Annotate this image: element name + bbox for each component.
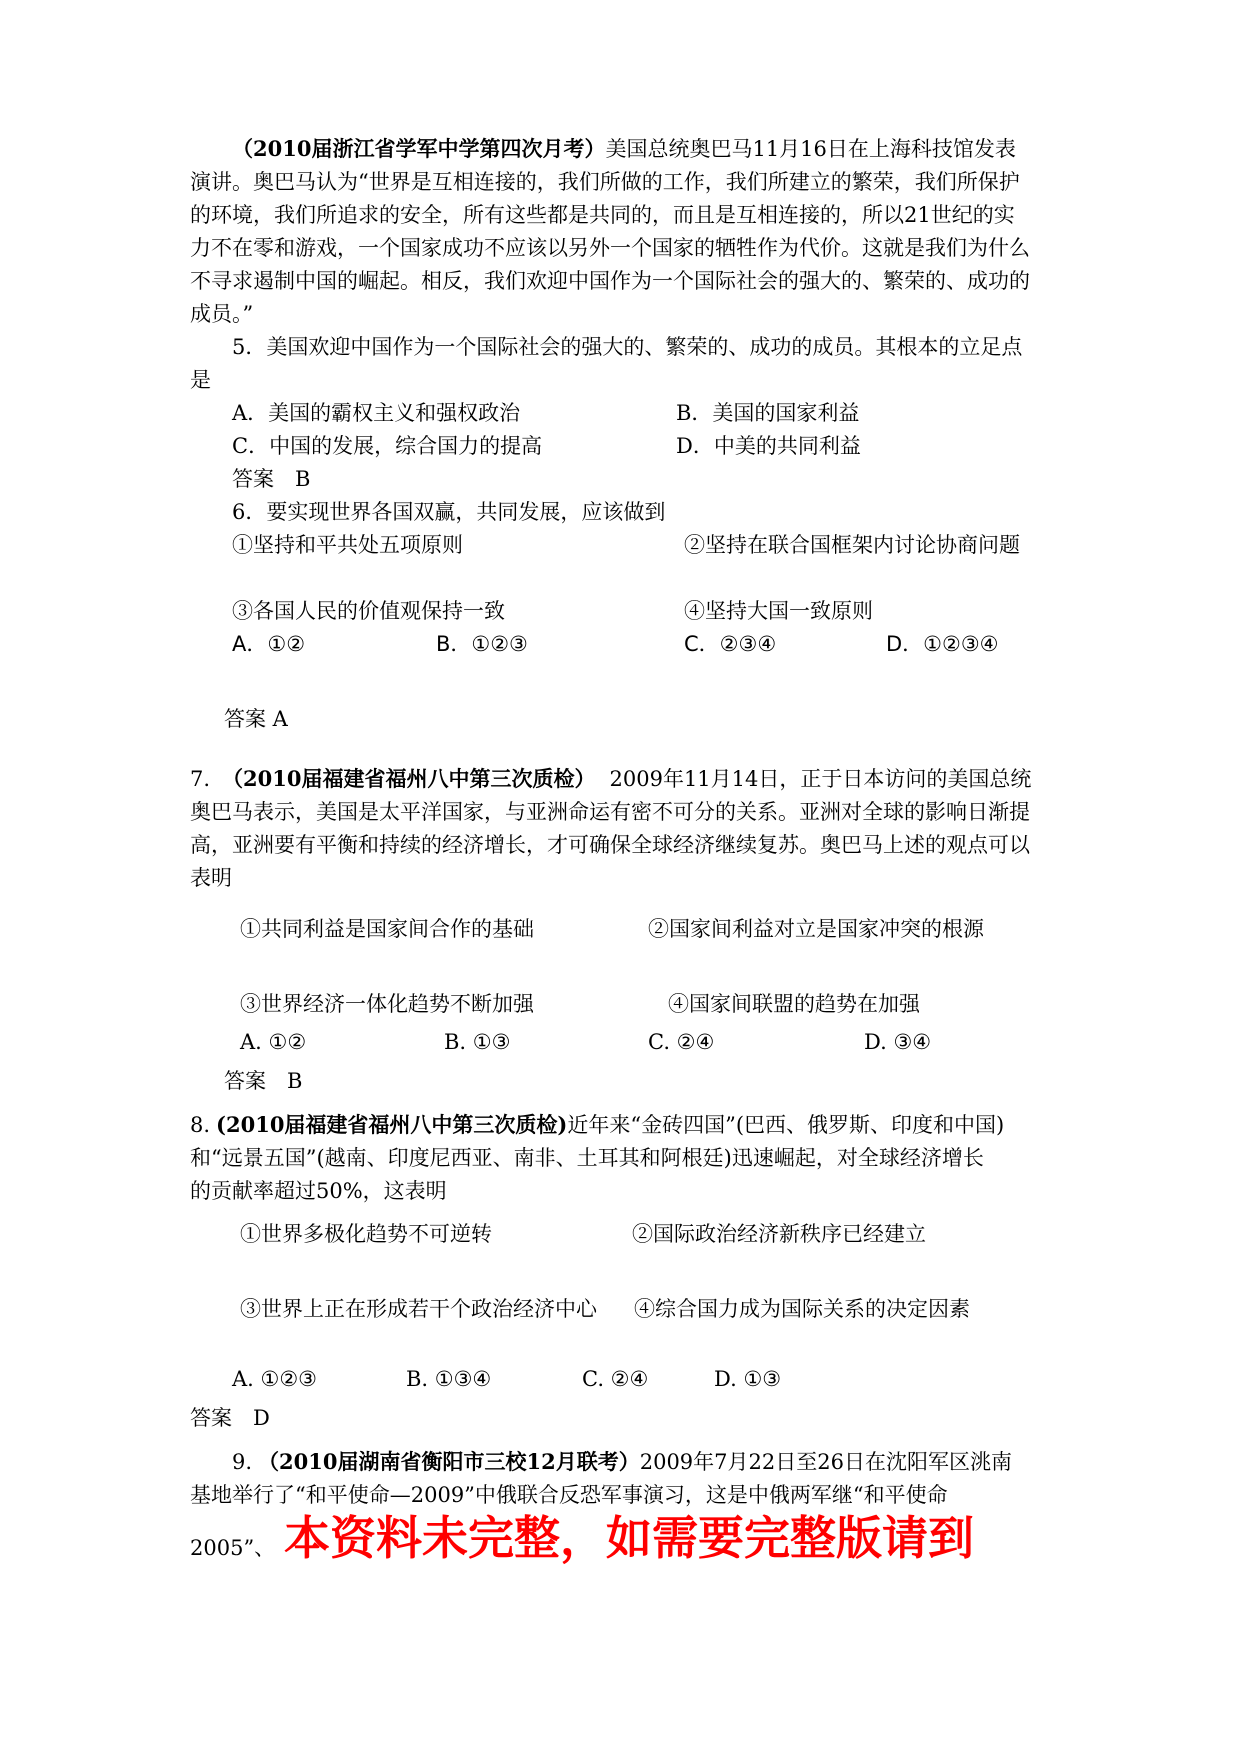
q6-item-1: ①坚持和平共处五项原则 [232,533,463,557]
q8-source: (2010届福建省福州八中第三次质检) [216,1112,568,1137]
q5-option-c: C．中国的发展，综合国力的提高 [232,434,543,458]
q5-answer: 答案 B [232,467,311,491]
q4-line: 力不在零和游戏，一个国家成功不应该以另外一个国家的牺牲作为代价。这就是我们为什么 [190,236,1030,260]
q6-option-c: C．②③④ [684,632,777,656]
q7-item-4: ④国家间联盟的趋势在加强 [668,992,920,1016]
q9-line: 基地举行了“和平使命—2009”中俄联合反恐军事演习，这是中俄两军继“和平使命 [190,1483,948,1507]
q5-option-a: A．美国的霸权主义和强权政治 [232,401,521,425]
q8-option-d: D. ①③ [714,1367,782,1391]
q9-line [232,1447,1012,1477]
q4-line: 的环境，我们所追求的安全，所有这些都是共同的，而且是互相连接的，所以21世纪的实 [190,203,1015,227]
q8-item-2: ②国际政治经济新秩序已经建立 [632,1222,926,1246]
q4-intro-line [232,134,1016,164]
q4-line: 演讲。奥巴马认为“世界是互相连接的，我们所做的工作，我们所建立的繁荣，我们所保护 [190,170,1020,194]
q6-item-4: ④坚持大国一致原则 [684,599,873,623]
q7-item-2: ②国家间利益对立是国家冲突的根源 [648,917,984,941]
incomplete-notice: 本资料未完整，如需要完整版请到 [284,1511,974,1565]
q7-number: 7. [190,767,211,791]
q6-answer: 答案 A [224,707,288,731]
q6-item-3: ③各国人民的价值观保持一致 [232,599,505,623]
q7-item-3: ③世界经济一体化趋势不断加强 [240,992,534,1016]
q7-option-c: C. ②④ [648,1030,715,1054]
q7-item-1: ①共同利益是国家间合作的基础 [240,917,534,941]
q8-option-a: A. ①②③ [232,1367,317,1391]
q7-line: 表明 [190,866,232,890]
q9-text: 2009年7月22日至26日在沈阳军区洮南 [639,1450,1012,1474]
q6-item-2: ②坚持在联合国框架内讨论协商问题 [684,533,1020,557]
q5-stem: 是 [190,368,211,392]
q9-number: 9. [232,1450,253,1474]
q6-option-b: B．①②③ [436,632,528,656]
q8-item-1: ①世界多极化趋势不可逆转 [240,1222,492,1246]
q8-item-3: ③世界上正在形成若干个政治经济中心 [240,1297,597,1321]
q5-stem: 5．美国欢迎中国作为一个国际社会的强大的、繁荣的、成功的成员。其根本的立足点 [232,335,1023,359]
q6-stem: 6．要实现世界各国双赢，共同发展，应该做到 [232,500,666,524]
q5-option-d: D．中美的共同利益 [676,434,861,458]
q7-option-b: B. ①③ [444,1030,511,1054]
q8-line [190,1110,1004,1140]
q4-line: 不寻求遏制中国的崛起。相反，我们欢迎中国作为一个国际社会的强大的、繁荣的、成功的 [190,269,1030,293]
q5-option-b: B．美国的国家利益 [676,401,860,425]
q7-option-d: D. ③④ [864,1030,932,1054]
q8-number: 8. [190,1113,211,1137]
q4-text: 美国总统奥巴马11月16日在上海科技馆发表 [605,137,1016,161]
q7-line: 奥巴马表示，美国是太平洋国家，与亚洲命运有密不可分的关系。亚洲对全球的影响日渐提 [190,800,1030,824]
q9-line: 2005”、 [190,1536,276,1560]
q7-text: 2009年11月14日，正于日本访问的美国总统 [609,767,1032,791]
q7-option-a: A. ①② [240,1030,307,1054]
q7-line: 高，亚洲要有平衡和持续的经济增长，才可确保全球经济继续复苏。奥巴马上述的观点可以 [190,833,1030,857]
q4-line: 成员。” [190,302,254,326]
q8-option-b: B. ①③④ [406,1367,492,1391]
q7-source: （2010届福建省福州八中第三次质检） [222,766,596,791]
q4-source: （2010届浙江省学军中学第四次月考） [232,136,606,161]
q7-answer: 答案 B [224,1069,303,1093]
q6-option-d: D．①②③④ [886,632,999,656]
q8-line: 的贡献率超过50%，这表明 [190,1179,447,1203]
q9-source: （2010届湖南省衡阳市三校12月联考） [258,1449,640,1474]
q7-line [190,764,1031,794]
q8-line: 和“远景五国”(越南、印度尼西亚、南非、土耳其和阿根廷)迅速崛起，对全球经济增长 [190,1146,984,1170]
q8-option-c: C. ②④ [582,1367,649,1391]
q6-option-a: A．①② [232,632,306,656]
q8-answer: 答案 D [190,1406,270,1430]
q8-text: 近年来“金砖四国”(巴西、俄罗斯、印度和中国) [567,1113,1005,1137]
q8-item-4: ④综合国力成为国际关系的决定因素 [634,1297,970,1321]
